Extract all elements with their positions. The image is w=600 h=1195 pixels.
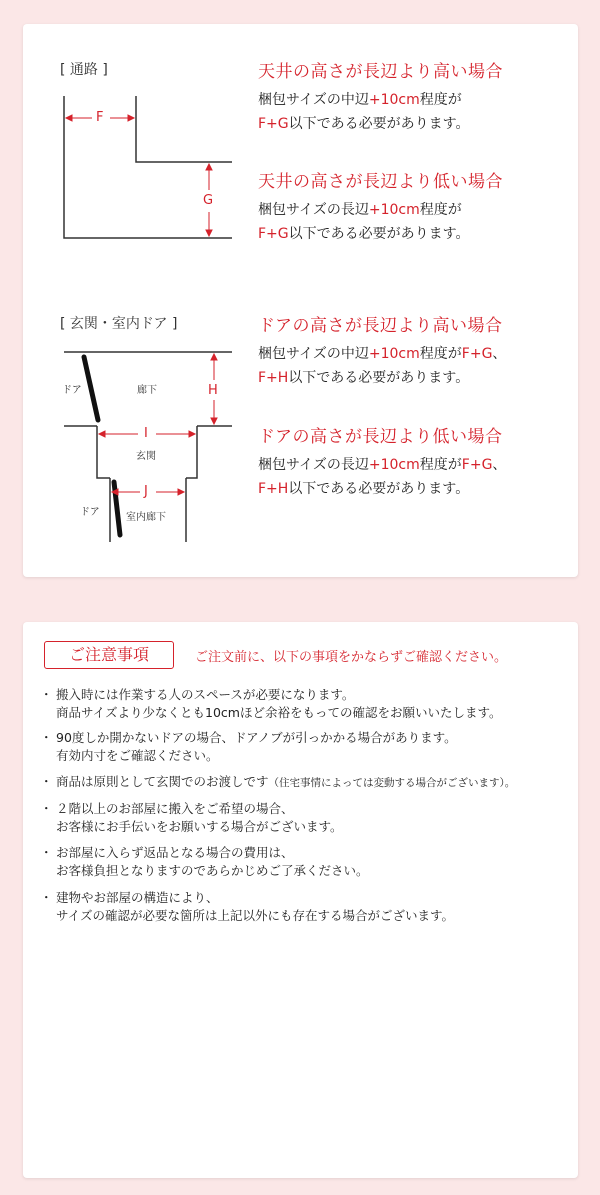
door-low-heading: ドアの高さが長辺より低い場合 [258,427,503,447]
notice-item-5-line1: お部屋に入らず返品となる場合の費用は、 [56,845,294,860]
passage-title: [ 通路 ] [60,62,108,78]
door-high-desc: 梱包サイズの中辺+10cm程度がF+G、 F+H以下である必要があります。 [258,346,507,386]
notice-item-6-line2: サイズの確認が必要な箇所は上記以外にも存在する場合がございます。 [56,908,455,923]
bullet: ・ [40,774,53,789]
label-g: G [203,193,214,208]
notice-item-1-line1: 搬入時には作業する人のスペースが必要になります。 [56,687,355,702]
door-low-desc: 梱包サイズの長辺+10cm程度がF+G、 F+H以下である必要があります。 [258,457,507,497]
label-i: I [144,426,148,441]
bullet: ・ [40,687,53,702]
label-door-2: ドア [80,507,100,518]
notice-item-1-line2: 商品サイズより少なくとも10cmほど余裕をもっての確認をお願いいたします。 [56,705,502,720]
bullet: ・ [40,890,53,905]
notice-title: ご注意事項 [44,641,174,669]
notice-item-2-line1: 90度しか開かないドアの場合、ドアノブが引っかかる場合があります。 [56,730,457,745]
notice-item-3-note: （住宅事情によっては変動する場合がございます）。 [268,777,516,789]
label-inner-hall: 室内廊下 [126,512,166,523]
notice-item-5-line2: お客様負担となりますのであらかじめご了承ください。 [56,863,369,878]
passage-high-heading: 天井の高さが長辺より高い場合 [258,62,503,82]
notice-item-4-line1: ２階以上のお部屋に搬入をご希望の場合、 [56,801,294,816]
label-genkan: 玄関 [136,451,156,462]
door-high-heading: ドアの高さが長辺より高い場合 [258,316,503,336]
bullet: ・ [40,730,53,745]
passage-low-heading: 天井の高さが長辺より低い場合 [258,172,503,192]
notice-item-2-line2: 有効内寸をご確認ください。 [56,748,219,763]
notice-lead: ご注文前に、以下の事項をかならずご確認ください。 [195,650,508,665]
label-door-1: ドア [62,385,82,396]
passage-high-desc: 梱包サイズの中辺+10cm程度が F+G以下である必要があります。 [258,92,470,132]
notice-item-4-line2: お客様にお手伝いをお願いする場合がございます。 [56,819,343,834]
notice-item-6-line1: 建物やお部屋の構造により、 [56,890,219,905]
passage-low-desc: 梱包サイズの長辺+10cm程度が F+G以下である必要があります。 [258,202,470,242]
notice-item-3-line1: 商品は原則として玄関でのお渡しです [56,774,269,789]
entrance-title: [ 玄関・室内ドア ] [60,316,178,332]
label-h: H [208,383,218,398]
label-f: F [96,110,104,125]
label-j: J [144,484,148,499]
label-hall: 廊下 [137,385,157,396]
bullet: ・ [40,845,53,860]
bullet: ・ [40,801,53,816]
